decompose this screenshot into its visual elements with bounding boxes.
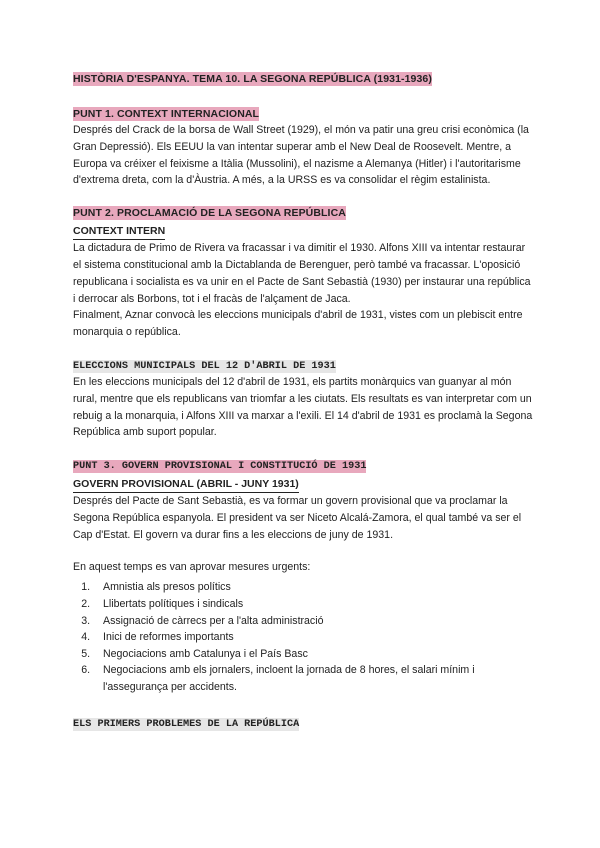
eleccions-heading: ELECCIONS MUNICIPALS DEL 12 D'ABRIL DE 1931 bbox=[73, 360, 336, 372]
punt2-heading: PUNT 2. PROCLAMACIÓ DE LA SEGONA REPÚBLICA bbox=[73, 207, 346, 220]
punt2-paragraph-1: La dictadura de Primo de Rivera va fracassar i va dimitir el 1930. Alfons XIII va intentar restaurar el sistema constitucional amb la Dictablanda de Berenguer, però també va fracassar. L'oposició republicana i socialista es va unir en el Pacte de Sant Sebastià (1930) per instaurar una república i derrocar als Borbons, tot i el fracàs de l'alçament de Jaca. bbox=[73, 242, 531, 305]
list-item: 3. Assignació de càrrecs per a l'alta administració bbox=[93, 613, 533, 630]
list-item: 4. Inici de reformes importants bbox=[93, 629, 533, 646]
problems-heading: ELS PRIMERS PROBLEMES DE LA REPÚBLICA bbox=[73, 718, 300, 730]
punt3-heading: PUNT 3. GOVERN PROVISIONAL I CONSTITUCIÓ DE 1931 bbox=[73, 461, 367, 473]
punt1-heading: PUNT 1. CONTEXT INTERNACIONAL bbox=[73, 108, 260, 120]
punt3-paragraph: Després del Pacte de Sant Sebastià, es va formar un govern provisional que va proclamar la Segona República espanyola. El president va ser Niceto Alcalá-Zamora, el qual també va ser el Cap d'Estat. El govern va durar fins a les eleccions de juny de 1931. bbox=[73, 495, 522, 541]
list-item: 2. Llibertats polítiques i sindicals bbox=[93, 596, 533, 613]
list-item: 6. Negociacions amb els jornalers, incloent la jornada de 8 hores, el salari mínim i l'assegurança per accidents. bbox=[93, 662, 533, 695]
document-title: HISTÒRIA D'ESPANYA. TEMA 10. LA SEGONA REPÚBLICA (1931-1936) bbox=[73, 73, 432, 85]
list-item: 1. Amnistia als presos polítics bbox=[93, 579, 533, 596]
punt3-subheading: GOVERN PROVISIONAL (ABRIL - JUNY 1931) bbox=[73, 477, 299, 493]
measures-list bbox=[73, 579, 533, 695]
measures-intro: En aquest temps es van aprovar mesures urgents: bbox=[73, 560, 311, 573]
eleccions-paragraph: En les eleccions municipals del 12 d'abril de 1931, els partits monàrquics van guanyar al món rural, mentre que els republicans van triomfar a les ciutats. Els resultats es van interpretar com un rebuig a la monarquia, i Alfons XIII va marxar a l'exili. El 14 d'abril de 1931 es proclamà la Segona República amb suport popular. bbox=[73, 375, 533, 439]
punt1-paragraph: Després del Crack de la borsa de Wall Street (1929), el món va patir una greu crisi econòmica (la Gran Depressió). Els EEUU la van intentar superar amb el New Deal de Roosevelt. Mentre, a Europa va créixer el feixisme a Itàlia (Mussolini), el nazisme a Alemanya (Hitler) i l'autoritarisme d'extrema dreta, com la d'Àustria. A més, a la URSS es va consolidar el règim estalinista. bbox=[73, 124, 529, 187]
punt2-paragraph-2: Finalment, Aznar convocà les eleccions municipals d'abril de 1931, vistes com un plebiscit entre monarquia o república. bbox=[73, 309, 523, 339]
punt2-subheading: CONTEXT INTERN bbox=[73, 224, 165, 240]
document-content bbox=[73, 70, 533, 732]
list-item: 5. Negociacions amb Catalunya i el País Basc bbox=[93, 646, 533, 663]
